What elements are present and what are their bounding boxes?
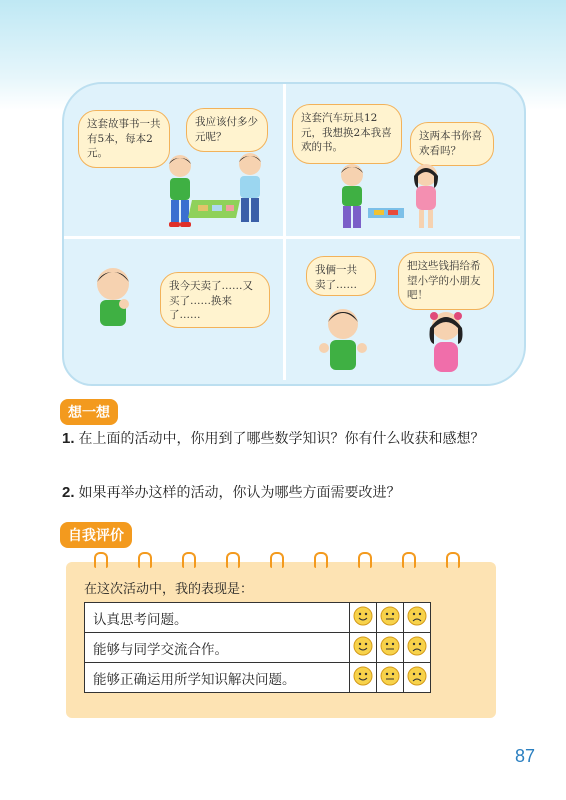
sad-face-icon[interactable] — [404, 633, 431, 663]
smile-face-icon[interactable] — [350, 663, 377, 693]
smile-face-icon[interactable] — [350, 633, 377, 663]
notebook-rings — [80, 552, 500, 572]
evaluation-item: 认真思考问题。 — [85, 603, 350, 633]
section-tag-think: 想一想 — [60, 399, 118, 425]
neutral-face-icon[interactable] — [377, 603, 404, 633]
ring-icon — [402, 552, 416, 568]
boy-talking-illustration — [318, 304, 368, 376]
ring-icon — [446, 552, 460, 568]
evaluation-item: 能够与同学交流合作。 — [85, 633, 350, 663]
sad-face-icon[interactable] — [404, 603, 431, 633]
question-1 — [62, 426, 502, 452]
evaluation-item: 能够正确运用所学知识解决问题。 — [85, 663, 350, 693]
self-evaluation-table — [84, 602, 431, 693]
self-evaluation-prompt: 在这次活动中，我的表现是： — [84, 582, 254, 597]
question-2-number: 2. — [62, 484, 75, 501]
page-number: 87 — [515, 746, 536, 766]
table-row — [85, 603, 431, 633]
question-2-text: 如果再举办这样的活动，你认为哪些方面需要改进？ — [78, 485, 401, 501]
thinking-boy-illustration — [88, 262, 138, 332]
neutral-face-icon[interactable] — [377, 663, 404, 693]
speech-bubble-storybook-price: 这套故事书一共有5本，每本2元。 — [78, 110, 170, 168]
comic-divider-vertical — [283, 84, 286, 380]
ring-icon — [138, 552, 152, 568]
neutral-face-icon[interactable] — [377, 633, 404, 663]
girl-pointing-illustration — [424, 308, 468, 376]
question-1-number: 1. — [62, 430, 75, 447]
question-1-text: 在上面的活动中，你用到了哪些数学知识？你有什么收获和感想？ — [78, 431, 485, 447]
comic-divider-horizontal — [64, 236, 520, 239]
smile-face-icon[interactable] — [350, 603, 377, 633]
boy-buyer-illustration — [232, 150, 268, 228]
speech-bubble-how-much-to-pay: 我应该付多少元呢？ — [186, 108, 268, 152]
speech-bubble-toy-car-trade: 这套汽车玩具12元，我想换2本我喜欢的书。 — [292, 104, 402, 164]
speech-bubble-sold-bought-traded: 我今天卖了……又买了……换来了…… — [160, 272, 270, 328]
ring-icon — [358, 552, 372, 568]
table-row — [85, 663, 431, 693]
table-row — [85, 633, 431, 663]
ring-icon — [182, 552, 196, 568]
ring-icon — [314, 552, 328, 568]
ring-icon — [94, 552, 108, 568]
question-2 — [62, 480, 502, 506]
girl-with-books-illustration — [410, 162, 442, 232]
sad-face-icon[interactable] — [404, 663, 431, 693]
speech-bubble-we-sold-together: 我俩一共卖了…… — [306, 256, 376, 296]
speech-bubble-do-you-like-books: 这两本书你喜欢看吗？ — [410, 122, 494, 166]
boy-with-toy-illustration — [334, 162, 370, 232]
speech-bubble-donate-money: 把这些钱捐给希望小学的小朋友吧！ — [398, 252, 494, 310]
section-tag-self-evaluation: 自我评价 — [60, 522, 132, 548]
toy-mat-illustration — [366, 204, 406, 220]
ring-icon — [226, 552, 240, 568]
ring-icon — [270, 552, 284, 568]
